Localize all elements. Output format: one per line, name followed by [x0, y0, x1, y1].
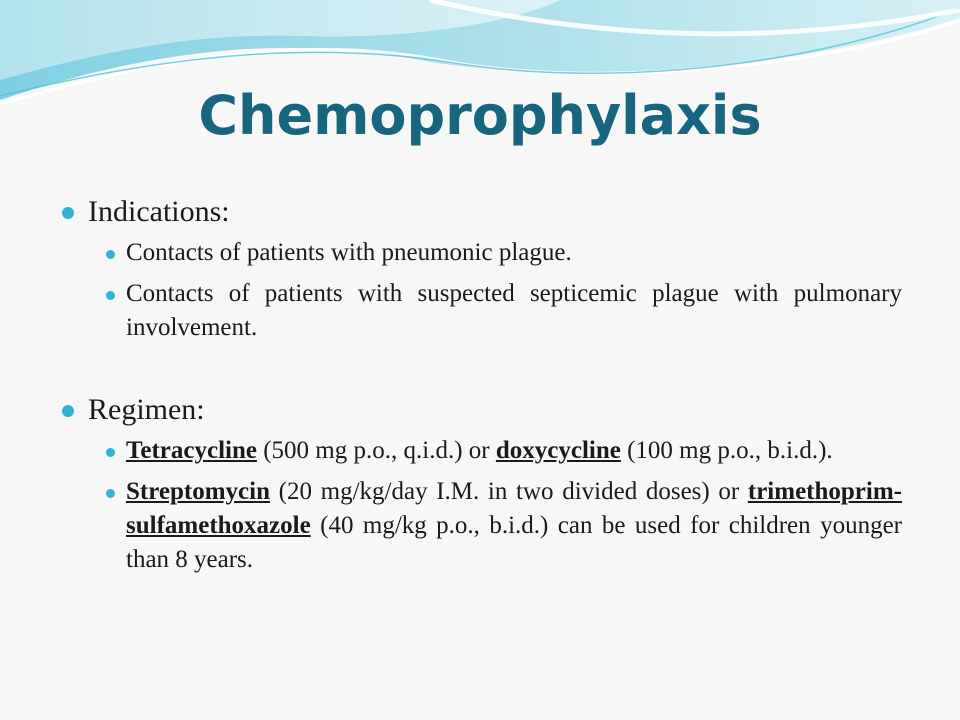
- bullet-icon: [106, 448, 115, 457]
- item-text: Contacts of patients with pneumonic plague.: [126, 239, 572, 266]
- item-text: (40 mg/kg p.o., b.i.d.) can be used for children younger than 8 years.: [126, 512, 902, 573]
- drug-name-doxycycline: doxycycline: [495, 437, 621, 464]
- drug-name-streptomycin: Streptomycin: [126, 478, 270, 505]
- bullet-icon: [106, 489, 115, 498]
- bullet-icon: [106, 250, 115, 259]
- indications-list: [62, 236, 902, 345]
- item-text: (500 mg p.o., q.i.d.) or: [256, 437, 496, 464]
- bullet-icon: [106, 291, 115, 300]
- bullet-icon: [62, 207, 74, 219]
- section-indications: [62, 194, 902, 230]
- list-item: [106, 475, 902, 577]
- item-text: (100 mg p.o., b.i.d.).: [620, 437, 833, 464]
- list-item: [106, 434, 902, 468]
- item-text: (20 mg/kg/day I.M. in two divided doses) or: [269, 478, 748, 505]
- list-item: [106, 236, 902, 270]
- section-regimen: [62, 392, 902, 428]
- section-heading: Indications:: [88, 195, 230, 228]
- drug-name-tetracycline: Tetracycline: [126, 437, 257, 464]
- list-item: [106, 277, 902, 345]
- section-heading: Regimen:: [88, 393, 205, 426]
- regimen-list: [62, 434, 902, 577]
- item-text: Contacts of patients with suspected septicemic plague with pulmonary involvement.: [126, 280, 902, 341]
- slide-content: [62, 194, 902, 584]
- bullet-icon: [62, 405, 74, 417]
- slide-title: Chemoprophylaxis: [198, 84, 762, 147]
- drug-name-trimethoprim-sulfamethoxazole: trimethoprim-sulfamethoxazole: [126, 478, 902, 539]
- section-spacer: [62, 352, 902, 392]
